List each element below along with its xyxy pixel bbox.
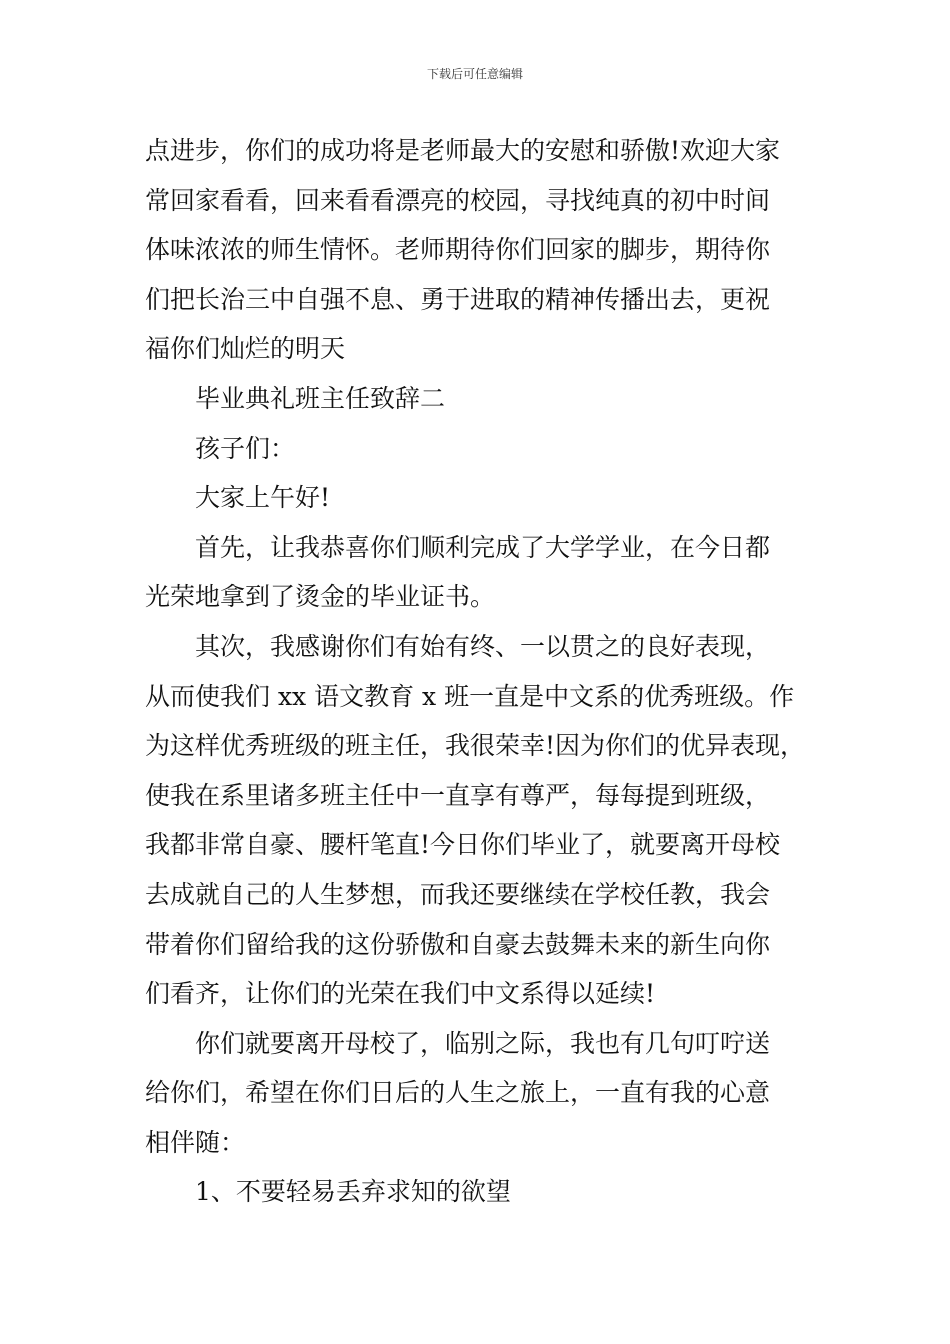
text-line: 从而使我们 xx 语文教育 x 班一直是中文系的优秀班级。作 [145,681,795,711]
text-line: 带着你们留给我的这份骄傲和自豪去鼓舞未来的新生向你 [145,929,771,959]
text-line: 使我在系里诸多班主任中一直享有尊严，每每提到班级， [145,780,771,810]
text-line: 相伴随： [145,1127,246,1157]
text-line: 首先，让我恭喜你们顺利完成了大学学业，在今日都 [195,532,771,562]
text-line: 去成就自己的人生梦想，而我还要继续在学校任教，我会 [145,879,771,909]
text-line: 光荣地拿到了烫金的毕业证书。 [145,582,496,612]
text-line: 为这样优秀班级的班主任，我很荣幸!因为你们的优异表现， [145,731,806,761]
text-line: 你们就要离开母校了，临别之际，我也有几句叮咛送 [195,1028,771,1058]
section-heading: 毕业典礼班主任致辞二 [195,383,446,413]
text-line: 我都非常自豪、腰杆笔直!今日你们毕业了，就要离开母校 [145,830,781,860]
document-body [145,126,835,1217]
list-item: 1、不要轻易丢弃求知的欲望 [195,1177,511,1207]
text-line: 点进步，你们的成功将是老师最大的安慰和骄傲!欢迎大家 [145,136,781,165]
text-line: 们看齐，让你们的光荣在我们中文系得以延续! [145,979,656,1009]
greeting: 大家上午好! [195,483,331,513]
text-line: 给你们，希望在你们日后的人生之旅上，一直有我的心意 [145,1078,771,1108]
text-line: 其次，我感谢你们有始有终、一以贯之的良好表现， [195,631,771,661]
text-line: 福你们灿烂的明天 [145,334,346,364]
page-header: 下载后可任意编辑 [426,67,523,81]
text-line: 体味浓浓的师生情怀。老师期待你们回家的脚步，期待你 [145,235,771,265]
text-line: 常回家看看，回来看看漂亮的校园，寻找纯真的初中时间 [145,185,771,215]
salutation: 孩子们： [195,433,296,463]
text-line: 们把长治三中自强不息、勇于进取的精神传播出去，更祝 [145,284,771,314]
